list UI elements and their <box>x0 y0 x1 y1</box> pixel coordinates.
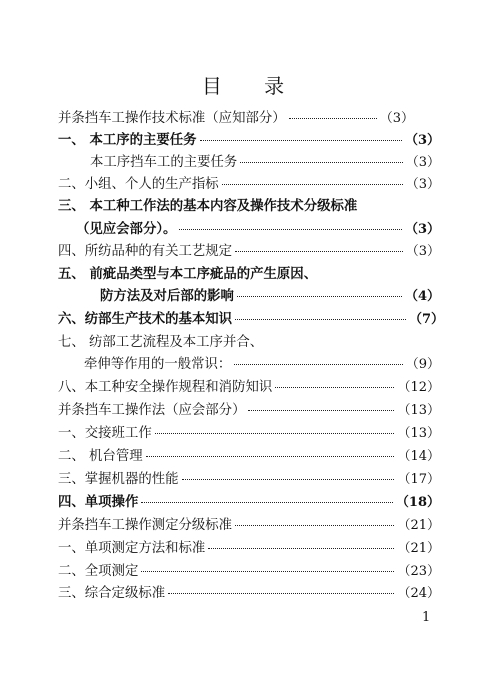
toc-entry-page: （18） <box>395 494 440 510</box>
dot-leader <box>240 160 402 163</box>
dot-leader <box>237 294 402 297</box>
toc-entry <box>58 329 440 351</box>
toc-entry-page: （23） <box>397 563 440 579</box>
toc-entry-label: 五、 前疵品类型与本工序疵品的产生原因、 <box>58 266 318 282</box>
dot-leader <box>141 500 393 503</box>
toc-entry <box>58 512 440 534</box>
toc-entry-page: （9） <box>405 356 440 372</box>
dot-leader <box>200 138 402 141</box>
toc-entry-page: （3） <box>405 176 440 192</box>
toc-entry-label: （见应会部分）。 <box>76 221 177 237</box>
toc-entry-page: （13） <box>397 425 440 441</box>
toc-entry-page: （7） <box>408 311 444 327</box>
toc-entry <box>58 105 414 127</box>
toc-entry-label: 二、小组、个人的生产指标 <box>58 176 219 192</box>
toc-entry-label: 四、所纺品种的有关工艺规定 <box>58 243 233 259</box>
dot-leader <box>248 408 394 411</box>
toc-entry <box>58 580 440 602</box>
toc-entry-page: （21） <box>397 517 440 533</box>
toc-entry-label: 二、全项测定 <box>58 563 139 579</box>
toc-entry <box>58 127 440 149</box>
toc-entry-page: （3） <box>379 110 414 126</box>
dot-leader <box>168 591 394 594</box>
dot-leader <box>234 362 402 365</box>
toc-entry-label: 六、纺部生产技术的基本知识 <box>58 311 233 327</box>
dot-leader <box>141 569 394 572</box>
toc-entry <box>58 193 440 215</box>
dot-leader <box>235 523 394 526</box>
toc-entry-page: （24） <box>397 585 440 601</box>
toc-entry-label: 四、单项操作 <box>58 494 139 510</box>
toc-entry-page: （13） <box>397 402 440 418</box>
dot-leader <box>146 454 395 457</box>
toc-entry <box>100 283 440 305</box>
page-title: 目 录 <box>201 74 303 98</box>
toc-entry-page: （4） <box>404 288 440 304</box>
toc-entry <box>58 489 440 511</box>
toc-entry-page: （3） <box>405 154 440 170</box>
toc-entry-label: 三、综合定级标准 <box>58 585 166 601</box>
dot-leader <box>182 477 395 480</box>
toc-entry-label: 并条挡车工操作法（应会部分） <box>58 402 246 418</box>
toc-entry-label: 二、 机台管理 <box>58 448 143 464</box>
toc-entry <box>58 238 440 260</box>
toc-entry-label: 三、 本工种工作法的基本内容及操作技术分级标准 <box>58 198 358 214</box>
toc-entry <box>58 171 440 193</box>
toc-entry <box>58 558 440 580</box>
toc-entry <box>58 466 440 488</box>
toc-entry-label: 并条挡车工操作技术标准（应知部分） <box>58 110 286 126</box>
toc-entry-page: （14） <box>397 448 440 464</box>
toc-entry-label: 本工序挡车工的主要任务 <box>90 154 238 170</box>
dot-leader <box>208 546 394 549</box>
toc-entry <box>58 306 444 328</box>
toc-entry <box>90 149 440 171</box>
dot-leader <box>179 227 402 230</box>
toc-entry-label: 一、 本工序的主要任务 <box>58 132 197 148</box>
toc-entry <box>58 261 440 283</box>
toc-entry <box>58 374 440 396</box>
toc-entry-label: 一、单项测定方法和标准 <box>58 540 206 556</box>
toc-entry <box>58 443 440 465</box>
dot-leader <box>235 249 403 252</box>
toc-entry-page: （3） <box>405 243 440 259</box>
toc-entry <box>84 351 440 373</box>
toc-entry-label: 七、 纺部工艺流程及本工序并合、 <box>58 334 264 350</box>
toc-entry <box>58 420 440 442</box>
toc-entry-page: （12） <box>397 379 440 395</box>
dot-leader <box>275 385 394 388</box>
toc-entry-label: 并条挡车工操作测定分级标准 <box>58 517 233 533</box>
dot-leader <box>289 116 377 119</box>
toc-entry-label: 牵伸等作用的一般常识： <box>84 356 232 372</box>
toc-entry-page: （21） <box>397 540 440 556</box>
dot-leader <box>222 182 403 185</box>
page-number: 1 <box>422 610 431 625</box>
toc-entry-label: 八、本工种安全操作规程和消防知识 <box>58 379 273 395</box>
toc-entry-page: （3） <box>404 221 440 237</box>
dot-leader <box>155 431 395 434</box>
toc-entry <box>58 397 440 419</box>
dot-leader <box>235 317 406 320</box>
toc-entry <box>58 535 440 557</box>
toc-entry-label: 一、交接班工作 <box>58 425 152 441</box>
toc-entry-label: 防方法及对后部的影响 <box>100 288 234 304</box>
toc-entry <box>76 216 440 238</box>
toc-entry-label: 三、掌握机器的性能 <box>58 471 179 487</box>
toc-entry-page: （17） <box>397 471 440 487</box>
toc-entry-page: （3） <box>404 132 440 148</box>
